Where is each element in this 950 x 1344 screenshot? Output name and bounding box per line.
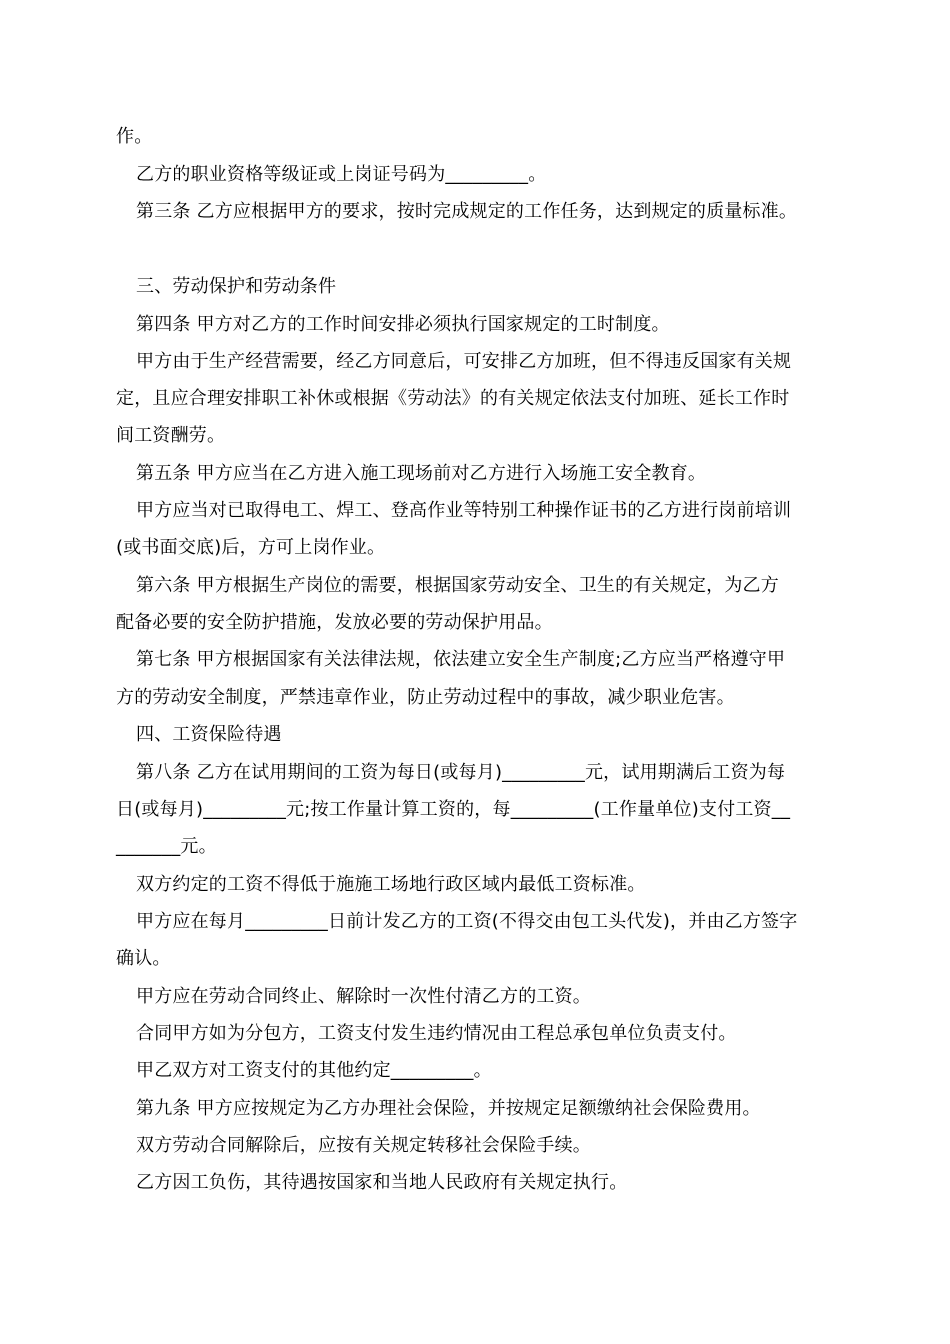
paragraph-line: 双方劳动合同解除后，应按有关规定转移社会保险手续。	[136, 1135, 591, 1156]
paragraph-line: 配备必要的安全防护措施，发放必要的劳动保护用品。	[116, 612, 553, 633]
paragraph-line: 方的劳动安全制度，严禁违章作业，防止劳动过程中的事故，减少职业危害。	[116, 687, 735, 708]
paragraph-line: 甲乙双方对工资支付的其他约定_________。	[136, 1060, 492, 1081]
paragraph-line: 日(或每月)_________元;按工作量计算工资的，每_________(工作量单位)支付工资__	[116, 799, 791, 820]
paragraph-line: 合同甲方如为分包方，工资支付发生违约情况由工程总承包单位负责支付。	[136, 1023, 737, 1044]
paragraph-line: 双方约定的工资不得低于施施工场地行政区域内最低工资标准。	[136, 874, 646, 895]
article-8: 第八条 乙方在试用期间的工资为每日(或每月)_________元，试用期满后工资为每	[136, 762, 786, 783]
article-7: 第七条 甲方根据国家有关法律法规，依法建立安全生产制度;乙方应当严格遵守甲	[136, 649, 786, 670]
article-6: 第六条 甲方根据生产岗位的需要，根据国家劳动安全、卫生的有关规定，为乙方	[136, 575, 779, 596]
paragraph-line: 作。	[116, 126, 153, 147]
paragraph-line: 确认。	[116, 948, 171, 969]
paragraph-line: _______元。	[116, 836, 217, 857]
article-5: 第五条 甲方应当在乙方进入施工现场前对乙方进行入场施工安全教育。	[136, 463, 707, 484]
paragraph-line: 甲方应在劳动合同终止、解除时一次性付清乙方的工资。	[136, 986, 591, 1007]
paragraph-line: 甲方应在每月_________日前计发乙方的工资(不得交由包工头代发)，并由乙方签字	[136, 911, 798, 932]
paragraph-line: 甲方由于生产经营需要，经乙方同意后，可安排乙方加班，但不得违反国家有关规	[136, 351, 792, 372]
article-9: 第九条 甲方应按规定为乙方办理社会保险，并按规定足额缴纳社会保险费用。	[136, 1098, 761, 1119]
paragraph-line: 乙方因工负伤，其待遇按国家和当地人民政府有关规定执行。	[136, 1172, 628, 1193]
paragraph-line: (或书面交底)后，方可上岗作业。	[116, 537, 386, 558]
article-3: 第三条 乙方应根据甲方的要求，按时完成规定的工作任务，达到规定的质量标准。	[136, 201, 798, 222]
section-heading-4: 四、工资保险待遇	[136, 724, 282, 745]
paragraph-line: 间工资酬劳。	[116, 425, 226, 446]
paragraph-line: 甲方应当对已取得电工、焊工、登高作业等特别工种操作证书的乙方进行岗前培训	[136, 500, 792, 521]
section-heading-3: 三、劳动保护和劳动条件	[136, 276, 337, 297]
article-4: 第四条 甲方对乙方的工作时间安排必须执行国家规定的工时制度。	[136, 314, 670, 335]
paragraph-line: 乙方的职业资格等级证或上岗证号码为_________。	[136, 164, 547, 185]
paragraph-line: 定，且应合理安排职工补休或根据《劳动法》的有关规定依法支付加班、延长工作时	[116, 388, 790, 409]
